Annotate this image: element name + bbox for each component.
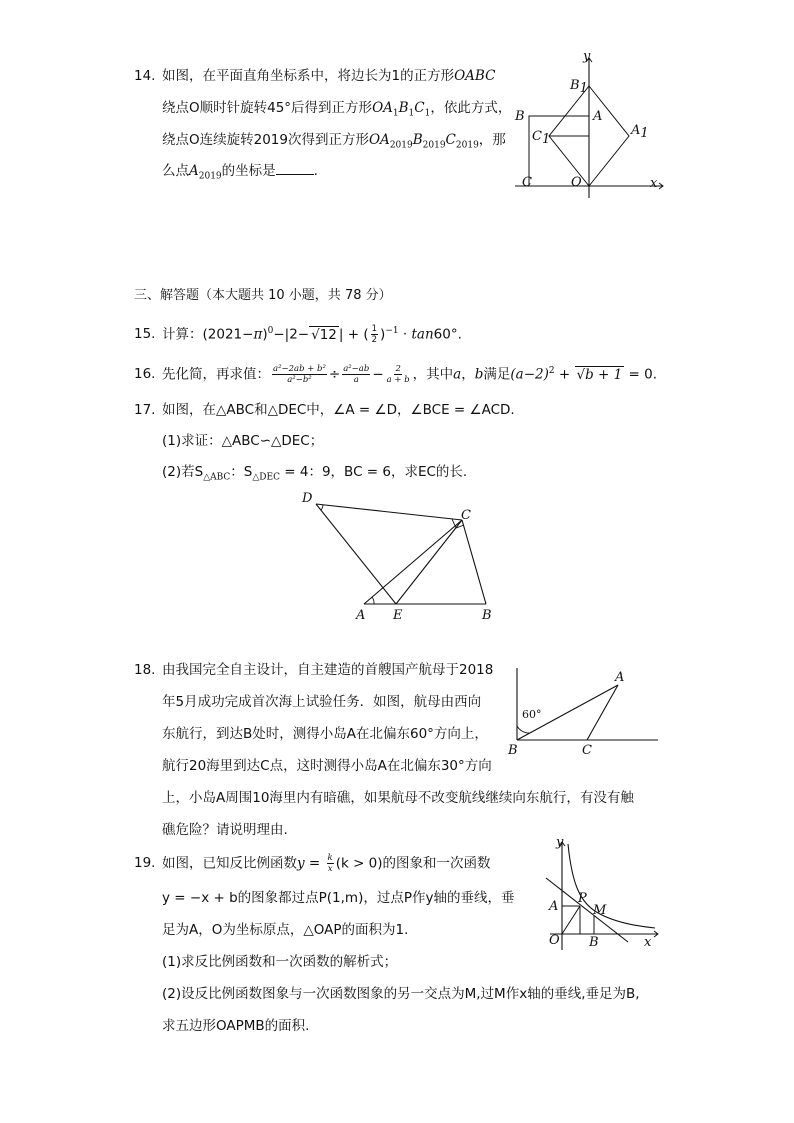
q19-line-4: (1)求反比例函数和一次函数的解析式； [162,954,398,970]
label-O: O [549,933,560,948]
q18-line-4: 航行20海里到达C点，这时测得小岛A在北偏东30°方向 [162,758,492,774]
label-C: C [522,175,532,190]
y-axis-label: y [556,835,564,850]
label-C1: C1 [532,129,551,147]
y-axis-label: y [583,52,591,64]
label-A: A [356,608,366,623]
question-number: 17. [134,402,156,418]
q18-figure [500,660,665,758]
q17-line-2: (1)求证：△ABC∽△DEC； [162,433,324,449]
q19-line-5: (2)设反比例函数图象与一次函数图象的另一交点为M,过M作x轴的垂线,垂足为B, [162,986,640,1002]
label-O: O [571,175,582,190]
label-C: C [461,508,471,523]
q14-line-2: 绕点O顺时针旋转45°后得到正方形$OA_1B_1C_1$，依此方式， [162,100,512,119]
q19-line-1: 如图，已知反比例函数y = $\frac{k}{x}$ (k > 0)的图象和一次函数 [162,853,491,874]
label-B: B [482,608,492,623]
q18-line-3: 东航行，到达B处时，测得小岛A在北偏东60°方向上， [162,726,488,742]
q18-line-2: 年5月成功完成首次海上试验任务．如图，航母由西向 [162,694,482,710]
label-B: B [508,743,518,758]
question-number: 14. [134,68,156,84]
q19-figure [540,834,668,954]
q14-line-3: 绕点O连续旋转2019次得到正方形$OA_{2019}B_{2019}C_{2019}$，那 [162,132,506,151]
q17-figure [296,486,506,626]
label-A: A [549,899,559,914]
question-number: 18. [134,662,156,678]
q16-expression: 先化简，再求值： $\frac{\text{a²−2ab + b²}}{\text{a²−b²}}$ ÷ $\frac{\text{a²−ab}}{a}$ − $\frac{2}{a + b}$ ，其中a，b满足$(a-2)^2 + √b + 1 = 0$. [162,364,658,385]
q18-line-6: 礁危险？请说明理由. [162,822,288,838]
q15-expression: 计算：$(2021-\pi)^0-|2- √12$ | + ( $\frac{1}{2}$ )$^{-1}$ · tan60°. [162,324,462,345]
q17-line-3: (2)若$S_{\triangle ABC}$：$S_{\triangle DEC} = 4$：9，BC = 6，求EC的长. [162,464,468,483]
label-A: A [615,670,625,685]
answer-blank [276,162,314,175]
q19-line-2: y = −x + b的图象都过点P(1,m)，过点P作y轴的垂线，垂 [162,890,515,906]
q14-figure [505,52,675,200]
q14-line-1: 如图，在平面直角坐标系中，将边长为1的正方形OABC [162,68,496,84]
x-axis-label: x [650,176,658,191]
label-B: B [515,109,525,124]
q19-line-6: 求五边形OAPMB的面积. [162,1018,310,1034]
label-A: A [593,109,603,124]
q19-line-3: 足为A，O为坐标原点，△OAP的面积为1. [162,922,409,938]
label-E: E [393,608,403,623]
q18-line-1: 由我国完全自主设计，自主建造的首艘国产航母于2018 [162,662,494,678]
section-heading: 三、解答题（本大题共 10 小题，共 78 分） [134,288,392,303]
label-B: B [589,935,599,950]
label-P: P [578,891,587,906]
label-D: D [302,491,313,506]
angle-label: 60° [522,708,542,721]
label-B1: B1 [570,78,588,96]
q17-line-1: 如图，在△ABC和△DEC中，∠A = ∠D，∠BCE = ∠ACD. [162,402,515,418]
q18-line-5: 上，小岛A周围10海里内有暗礁，如果航母不改变航线继续向东航行，有没有触 [162,790,634,806]
label-M: M [593,903,607,918]
x-axis-label: x [644,935,652,950]
q14-line-4: 么点$A_{2019}$的坐标是 . [162,163,318,182]
label-C: C [582,743,592,758]
question-number: 19. [134,855,156,871]
question-number: 15. [134,326,156,342]
label-A1: A1 [631,123,649,141]
question-number: 16. [134,366,156,382]
